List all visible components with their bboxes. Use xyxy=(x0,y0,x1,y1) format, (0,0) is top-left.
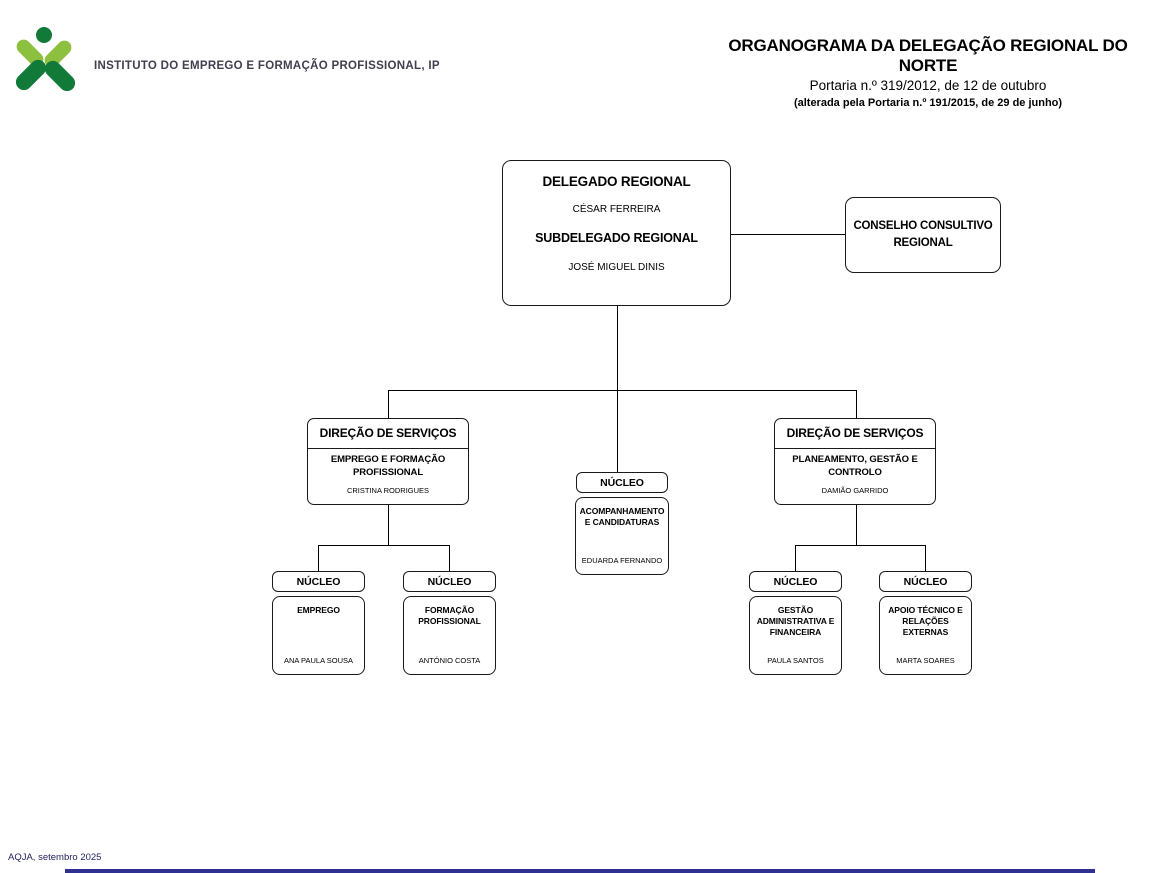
delegado-regional-box xyxy=(502,160,731,306)
document-title: ORGANOGRAMA DA DELEGAÇÃO REGIONAL DO NORTE xyxy=(728,36,1128,75)
ds-left-unit: EMPREGO E FORMAÇÃO PROFISSIONAL xyxy=(330,454,446,478)
connector-drop-ds-right xyxy=(856,390,857,418)
nucleo-pill-formacao: NÚCLEO xyxy=(403,571,496,592)
footer-accent-bar xyxy=(65,869,1095,873)
connector-drop-nucleo-formacao xyxy=(449,545,450,571)
nucleo-gestao-box xyxy=(749,596,842,675)
nucleo-pill-acompanhamento: NÚCLEO xyxy=(576,472,668,493)
nucleo-pill-apoio: NÚCLEO xyxy=(879,571,972,592)
direcao-servicos-emprego-box xyxy=(307,418,469,505)
connector-drop-ds-left xyxy=(388,390,389,418)
nucleo-acompanhamento-box xyxy=(575,497,669,575)
nucleo-pill-emprego: NÚCLEO xyxy=(272,571,365,592)
subdelegado-name: JOSÉ MIGUEL DINIS xyxy=(568,262,665,273)
nucleo-gestao-unit: GESTÃO ADMINISTRATIVA E FINANCEIRA xyxy=(756,605,835,638)
direcao-servicos-planeamento-box xyxy=(774,418,936,505)
nucleo-formacao-name: ANTÓNIO COSTA xyxy=(418,656,481,665)
ds-left-header: DIREÇÃO DE SERVIÇOS xyxy=(308,419,468,449)
nucleo-pill-gestao: NÚCLEO xyxy=(749,571,842,592)
iefp-logo-icon xyxy=(10,25,82,91)
connector-ds-left-down xyxy=(388,505,389,545)
document-subtitle: Portaria n.º 319/2012, de 12 de outubro xyxy=(809,78,1047,94)
connector-drop-nucleo-center xyxy=(617,390,618,472)
connector-ds-right-down xyxy=(856,505,857,545)
document-amendment: (alterada pela Portaria n.º 191/2015, de 29 de junho) xyxy=(793,97,1063,110)
connector-root-down xyxy=(617,306,618,391)
nucleo-acompanhamento-unit: ACOMPANHAMENTO E CANDIDATURAS xyxy=(579,506,665,528)
document-title-block xyxy=(698,36,1158,109)
iefp-logo-block xyxy=(10,24,450,92)
connector-drop-nucleo-emprego xyxy=(318,545,319,571)
connector-left-horizontal xyxy=(318,545,450,546)
subdelegado-title: SUBDELEGADO REGIONAL xyxy=(535,231,698,245)
delegado-title: DELEGADO REGIONAL xyxy=(542,174,691,189)
nucleo-apoio-unit: APOIO TÉCNICO E RELAÇÕES EXTERNAS xyxy=(888,605,963,638)
conselho-title: CONSELHO CONSULTIVO REGIONAL xyxy=(853,219,993,249)
ds-right-header: DIREÇÃO DE SERVIÇOS xyxy=(775,419,935,449)
nucleo-emprego-name: ANA PAULA SOUSA xyxy=(283,656,354,665)
conselho-consultivo-box xyxy=(845,197,1001,273)
nucleo-apoio-name: MARTA SOARES xyxy=(896,656,955,665)
delegado-name: CÉSAR FERREIRA xyxy=(572,204,661,215)
nucleo-apoio-box xyxy=(879,596,972,675)
connector-drop-nucleo-apoio xyxy=(925,545,926,571)
nucleo-formacao-unit: FORMAÇÃO PROFISSIONAL xyxy=(418,605,481,627)
nucleo-emprego-unit: EMPREGO xyxy=(297,605,340,615)
connector-drop-nucleo-gestao xyxy=(795,545,796,571)
connector-level1-horizontal xyxy=(388,390,857,391)
nucleo-gestao-name: PAULA SANTOS xyxy=(767,656,824,665)
institute-name: INSTITUTO DO EMPREGO E FORMAÇÃO PROFISSIONAL, IP xyxy=(94,60,440,72)
connector-right-horizontal xyxy=(795,545,926,546)
footer-note: AQJA, setembro 2025 xyxy=(8,852,102,863)
ds-left-name: CRISTINA RODRIGUES xyxy=(346,485,430,495)
nucleo-emprego-box xyxy=(272,596,365,675)
ds-right-unit: PLANEAMENTO, GESTÃO E CONTROLO xyxy=(792,454,918,478)
ds-right-name: DAMIÃO GARRIDO xyxy=(821,485,889,495)
nucleo-formacao-box xyxy=(403,596,496,675)
nucleo-acompanhamento-name: EDUARDA FERNANDO xyxy=(581,556,663,565)
connector-advisory xyxy=(731,234,845,235)
